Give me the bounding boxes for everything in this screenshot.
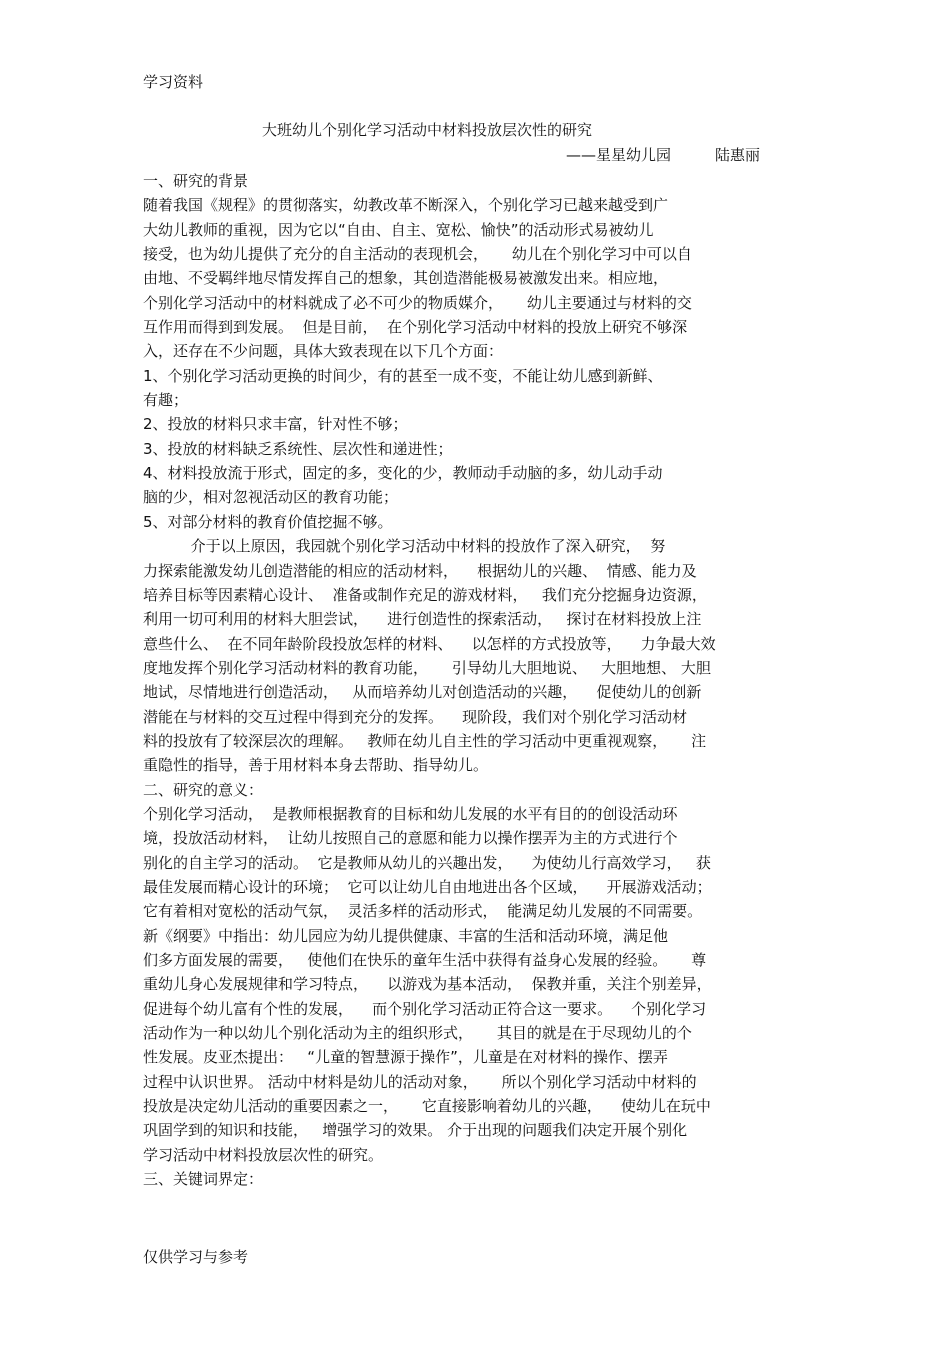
text-line: 巩固学到的知识和技能， 增强学习的效果。 介于出现的问题我们决定开展个别化 [143, 1121, 688, 1140]
text-line: 由地、不受羁绊地尽情发挥自己的想象，其创造潜能极易被激发出来。相应地， [143, 269, 669, 288]
text-line: 投放是决定幼儿活动的重要因素之一， 它直接影响着幼儿的兴趣， 使幼儿在玩中 [143, 1097, 711, 1116]
text-line: 最佳发展而精心设计的环境； 它可以让幼儿自由地进出各个区域， 开展游戏活动； [143, 877, 712, 896]
text-line: 培养目标等因素精心设计、 准备或制作充足的游戏材料， 我们充分挖掘身边资源， [143, 585, 707, 604]
text-line: 促进每个幼儿富有个性的发展， 而个别化学习活动正符合这一要求。 个别化学习 [143, 999, 707, 1018]
text-line: 潜能在与材料的交互过程中得到充分的发挥。 现阶段，我们对个别化学习活动材 [143, 707, 688, 726]
text-line: 活动作为一种以幼儿个别化活动为主的组织形式， 其目的就是在于尽现幼儿的个 [143, 1024, 692, 1043]
text-line: 互作用而得到到发展。 但是目前， 在个别化学习活动中材料的投放上研究不够深 [143, 318, 688, 337]
text-line: 二、研究的意义： [143, 780, 264, 799]
text-line: 过程中认识世界。 活动中材料是幼儿的活动对象， 所以个别化学习活动中材料的 [143, 1072, 697, 1091]
text-line: 三、关键词界定： [143, 1170, 264, 1189]
text-line: 重幼儿身心发展规律和学习特点， 以游戏为基本活动， 保教并重，关注个别差异， [143, 975, 712, 994]
text-line: 介于以上原因，我园就个别化学习活动中材料的投放作了深入研究， 努 [143, 537, 666, 556]
text-line: 脑的少，相对忽视活动区的教育功能； [143, 488, 399, 507]
text-line: 别化的自主学习的活动。 它是教师从幼儿的兴趣出发， 为使幼儿行高效学习， 获 [143, 853, 711, 872]
text-line: 它有着相对宽松的活动气氛， 灵活多样的活动形式， 能满足幼儿发展的不同需要。 [143, 902, 703, 921]
text-line: 5、对部分材料的教育价值挖掘不够。 [143, 512, 393, 531]
text-line: 接受，也为幼儿提供了充分的自主活动的表现机会， 幼儿在个别化学习中可以自 [143, 245, 692, 264]
byline-author: 陆惠丽 [715, 146, 761, 164]
header-label: 学习资料 [143, 73, 204, 91]
text-line: 性发展。皮亚杰提出： “儿童的智慧源于操作”，儿童是在对材料的操作、摆弄 [143, 1048, 668, 1067]
text-line: 入，还存在不少问题，具体大致表现在以下几个方面： [143, 342, 504, 361]
text-line: 大幼儿教师的重视，因为它以“自由、自主、宽松、愉快”的活动形式易被幼儿 [143, 220, 654, 239]
byline-organization: ——星星幼儿园 [566, 146, 672, 164]
text-line: 料的投放有了较深层次的理解。 教师在幼儿自主性的学习活动中更重视观察， 注 [143, 731, 707, 750]
text-line: 2、投放的材料只求丰富，针对性不够； [143, 415, 408, 434]
footer-label: 仅供学习与参考 [143, 1248, 249, 1266]
text-line: 们多方面发展的需要， 使他们在快乐的童年生活中获得有益身心发展的经验。 尊 [143, 951, 707, 969]
text-line: 个别化学习活动， 是教师根据教育的目标和幼儿发展的水平有目的的创设活动环 [143, 804, 678, 823]
text-line: 重隐性的指导，善于用材料本身去帮助、指导幼儿。 [143, 756, 489, 775]
text-line: 4、材料投放流于形式，固定的多，变化的少，教师动手动脑的多，幼儿动手动 [143, 464, 663, 483]
text-line: 意些什么、 在不同年龄阶段投放怎样的材料、 以怎样的方式投放等， 力争最大效 [143, 634, 716, 653]
text-line: 有趣； [143, 391, 189, 410]
text-line: 力探索能激发幼儿创造潜能的相应的活动材料， 根据幼儿的兴趣、 情感、能力及 [143, 561, 697, 580]
body-text [143, 169, 813, 1191]
text-line: 地试，尽情地进行创造活动， 从而培养幼儿对创造活动的兴趣， 促使幼儿的创新 [143, 683, 702, 702]
text-line: 3、投放的材料缺乏系统性、层次性和递进性； [143, 439, 453, 458]
text-line: 境，投放活动材料， 让幼儿按照自己的意愿和能力以操作摆弄为主的方式进行个 [143, 829, 678, 848]
text-line: 一、研究的背景 [143, 172, 249, 190]
byline [566, 145, 760, 165]
text-line: 个别化学习活动中的材料就成了必不可少的物质媒介， 幼儿主要通过与材料的交 [143, 293, 692, 312]
text-line: 1、个别化学习活动更换的时间少，有的甚至一成不变，不能让幼儿感到新鲜、 [143, 366, 663, 385]
text-line: 度地发挥个别化学习活动材料的教育功能， 引导幼儿大胆地说、 大胆地想、 大胆 [143, 658, 711, 677]
document-title: 大班幼儿个别化学习活动中材料投放层次性的研究 [262, 121, 593, 139]
text-line: 利用一切可利用的材料大胆尝试， 进行创造性的探索活动， 探讨在材料投放上注 [143, 610, 702, 629]
text-line: 随着我国《规程》的贯彻落实，幼教改革不断深入，个别化学习已越来越受到广 [143, 196, 669, 215]
text-line: 新《纲要》中指出：幼儿园应为幼儿提供健康、丰富的生活和活动环境，满足他 [143, 926, 669, 945]
text-line: 学习活动中材料投放层次性的研究。 [143, 1145, 384, 1164]
